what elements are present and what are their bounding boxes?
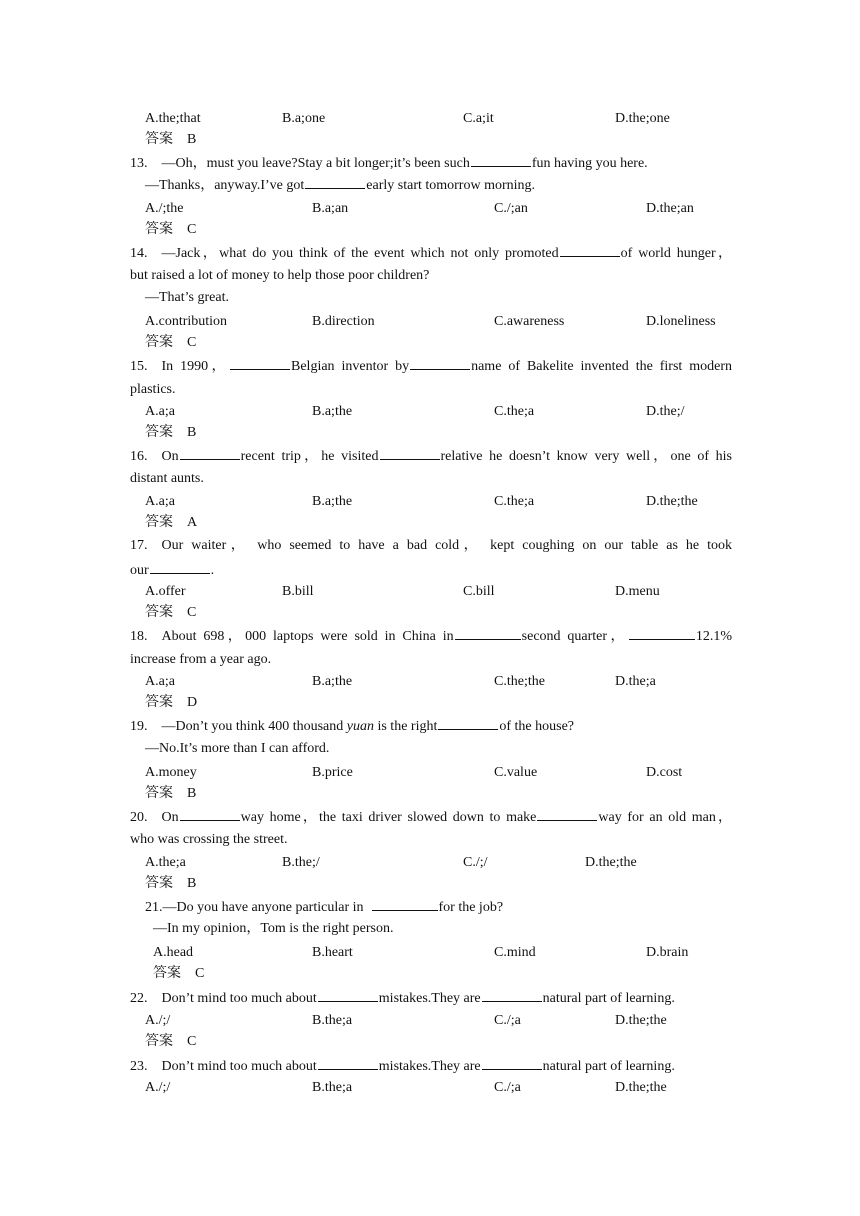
- question-stem-line-2: [130, 561, 214, 580]
- question-number: 23.: [130, 1059, 148, 1074]
- option-c: C.the;a: [494, 494, 535, 509]
- option-d: D.menu: [615, 584, 660, 599]
- question-stem: [130, 1057, 675, 1076]
- question-stem-line-2: —In my opinion，Tom is the right person.: [153, 921, 394, 936]
- answer-line: [145, 604, 196, 622]
- answer-blank: [537, 808, 597, 821]
- answer-line: [145, 424, 196, 442]
- option-d: D.cost: [646, 765, 683, 780]
- question-number: 14.: [130, 246, 148, 261]
- option-a: A.a;a: [145, 404, 175, 419]
- answer-blank: [150, 561, 210, 574]
- answer-value: B: [187, 425, 197, 440]
- answer-label: 答案: [145, 222, 173, 237]
- stem-text: Belgian inventor by: [291, 359, 410, 374]
- option-b: B.the;a: [312, 1013, 353, 1028]
- answer-blank: [629, 627, 695, 640]
- stem-text: of world hunger，: [620, 246, 732, 261]
- stem-text: recent trip，he visited: [240, 449, 379, 464]
- stem-text: fun having you here.: [531, 156, 648, 171]
- answer-line: [145, 334, 196, 352]
- stem-text: for the job?: [438, 900, 504, 915]
- answer-value: C: [187, 1034, 197, 1049]
- answer-value: C: [195, 966, 205, 981]
- answer-blank: [230, 357, 290, 370]
- stem-text: mistakes.They are: [378, 991, 481, 1006]
- answer-blank: [482, 989, 542, 1002]
- stem-italic-text: yuan: [346, 719, 374, 734]
- option-d: D.the;/: [646, 404, 685, 419]
- stem-text: natural part of learning.: [542, 1059, 675, 1074]
- stem-text: early start tomorrow morning.: [366, 178, 536, 193]
- option-d: D.the;the: [615, 1013, 667, 1028]
- question-stem: [130, 717, 574, 736]
- answer-blank: [318, 1057, 378, 1070]
- option-c: C.value: [494, 765, 538, 780]
- answer-line: [145, 514, 197, 532]
- option-a: A./;the: [145, 201, 184, 216]
- stem-text: Don’t mind too much about: [161, 1059, 317, 1074]
- question-stem-line-2: increase from a year ago.: [130, 652, 272, 667]
- answer-label: 答案: [145, 695, 173, 710]
- stem-text: mistakes.They are: [378, 1059, 481, 1074]
- option-a: A.the;a: [145, 855, 186, 870]
- option-a: A.money: [145, 765, 197, 780]
- question-stem: [130, 357, 732, 376]
- answer-blank: [180, 447, 240, 460]
- answer-blank: [560, 244, 620, 257]
- stem-text: our: [130, 563, 149, 578]
- stem-text: name of Bakelite invented the first modern: [471, 359, 733, 374]
- answer-label: 答案: [145, 335, 173, 350]
- answer-line: [145, 875, 196, 893]
- stem-text: is the right: [377, 719, 438, 734]
- answer-label: 答案: [153, 966, 181, 981]
- option-d: D.the;the: [646, 494, 698, 509]
- question-number: 22.: [130, 991, 148, 1006]
- answer-label: 答案: [145, 876, 173, 891]
- stem-text: In 1990，: [161, 359, 229, 374]
- answer-blank: [410, 357, 470, 370]
- answer-label: 答案: [145, 786, 173, 801]
- option-c: C./;a: [494, 1013, 521, 1028]
- answer-label: 答案: [145, 515, 173, 530]
- stem-text: second quarter，: [521, 629, 628, 644]
- option-d: D.the;an: [646, 201, 694, 216]
- question-stem: [130, 244, 732, 263]
- option-b: B.bill: [282, 584, 314, 599]
- stem-text: way for an old man，: [598, 810, 733, 825]
- question-stem: [130, 808, 732, 827]
- question-stem-line-3: —That’s great.: [145, 290, 229, 305]
- answer-line: [145, 131, 196, 149]
- stem-text: .: [210, 563, 215, 578]
- option-b: B.a;the: [312, 404, 353, 419]
- question-stem: [130, 627, 732, 646]
- question-stem-line-2: [145, 176, 535, 195]
- option-b: B.direction: [312, 314, 375, 329]
- question-number: 18.: [130, 629, 148, 644]
- answer-value: C: [187, 605, 197, 620]
- question-stem: [130, 154, 648, 173]
- answer-blank: [372, 898, 438, 911]
- option-c: C./;an: [494, 201, 528, 216]
- answer-blank: [482, 1057, 542, 1070]
- stem-text: way home，the taxi driver slowed down to make: [240, 810, 537, 825]
- stem-text: —Thanks，anyway.I’ve got: [145, 178, 305, 193]
- question-number: 19.: [130, 719, 148, 734]
- option-c: C.bill: [463, 584, 495, 599]
- answer-line: [145, 1033, 196, 1051]
- option-a: A./;/: [145, 1013, 171, 1028]
- answer-value: C: [187, 335, 197, 350]
- option-c: C.mind: [494, 945, 536, 960]
- answer-label: 答案: [145, 132, 173, 147]
- answer-line: [145, 785, 196, 803]
- option-a: A.offer: [145, 584, 186, 599]
- answer-value: B: [187, 132, 197, 147]
- stem-text: About 698，000 laptops were sold in China in: [161, 629, 454, 644]
- answer-blank: [380, 447, 440, 460]
- stem-text: —Jack，what do you think of the event which not only promoted: [161, 246, 559, 261]
- question-stem-line-2: plastics.: [130, 382, 176, 397]
- answer-label: 答案: [145, 1034, 173, 1049]
- option-a: A.a;a: [145, 674, 175, 689]
- stem-text: —Oh，must you leave?Stay a bit longer;it’s been such: [161, 156, 470, 171]
- answer-blank: [471, 154, 531, 167]
- option-c: C.the;the: [494, 674, 545, 689]
- option-a: A.a;a: [145, 494, 175, 509]
- answer-value: B: [187, 786, 197, 801]
- option-a: A.the;that: [145, 111, 201, 126]
- option-d: D.brain: [646, 945, 689, 960]
- answer-line: [145, 221, 196, 239]
- option-d: D.the;the: [615, 1080, 667, 1095]
- option-a: A./;/: [145, 1080, 171, 1095]
- option-b: B.the;/: [282, 855, 320, 870]
- option-b: B.a;the: [312, 674, 353, 689]
- stem-text: natural part of learning.: [542, 991, 675, 1006]
- question-number: 17.: [130, 538, 148, 553]
- question-stem: [130, 989, 675, 1008]
- stem-text: Our waiter， who seemed to have a bad cold， kept coughing on our table as he took: [161, 538, 732, 553]
- option-b: B.heart: [312, 945, 353, 960]
- answer-value: B: [187, 876, 197, 891]
- answer-blank: [318, 989, 378, 1002]
- option-c: C.awareness: [494, 314, 565, 329]
- stem-text: —Don’t you think 400 thousand: [161, 719, 344, 734]
- question-stem-line-2: distant aunts.: [130, 471, 204, 486]
- option-a: A.contribution: [145, 314, 228, 329]
- option-b: B.the;a: [312, 1080, 353, 1095]
- question-stem: [145, 898, 503, 917]
- option-c: C./;/: [463, 855, 488, 870]
- stem-text: of the house?: [499, 719, 575, 734]
- question-number: 15.: [130, 359, 148, 374]
- answer-value: D: [187, 695, 198, 710]
- option-a: A.head: [153, 945, 194, 960]
- answer-label: 答案: [145, 425, 173, 440]
- option-b: B.a;the: [312, 494, 353, 509]
- question-number: 16.: [130, 449, 148, 464]
- option-d: D.loneliness: [646, 314, 716, 329]
- question-stem-line-2: but raised a lot of money to help those poor children?: [130, 268, 430, 283]
- answer-value: A: [187, 515, 198, 530]
- option-d: D.the;a: [615, 674, 656, 689]
- question-stem: [130, 447, 732, 466]
- option-c: C.the;a: [494, 404, 535, 419]
- answer-blank: [438, 717, 498, 730]
- answer-blank: [180, 808, 240, 821]
- question-stem-line-2: —No.It’s more than I can afford.: [145, 741, 330, 756]
- answer-line: [153, 965, 204, 983]
- stem-text: Don’t mind too much about: [161, 991, 317, 1006]
- option-d: D.the;the: [585, 855, 637, 870]
- option-b: B.a;an: [312, 201, 349, 216]
- question-number: 13.: [130, 156, 148, 171]
- option-c: C.a;it: [463, 111, 494, 126]
- stem-text: On: [161, 810, 179, 825]
- option-c: C./;a: [494, 1080, 521, 1095]
- question-stem-line-2: who was crossing the street.: [130, 832, 288, 847]
- answer-blank: [455, 627, 521, 640]
- option-d: D.the;one: [615, 111, 670, 126]
- answer-line: [145, 694, 197, 712]
- answer-value: C: [187, 222, 197, 237]
- question-stem: [130, 537, 732, 555]
- answer-label: 答案: [145, 605, 173, 620]
- answer-blank: [305, 176, 365, 189]
- stem-text: relative he doesn’t know very well，one of his: [440, 449, 732, 464]
- stem-text: 12.1%: [695, 629, 732, 644]
- stem-text: On: [161, 449, 179, 464]
- option-b: B.price: [312, 765, 353, 780]
- question-number: 20.: [130, 810, 148, 825]
- option-b: B.a;one: [282, 111, 326, 126]
- stem-text: 21.—Do you have anyone particular in: [145, 900, 364, 915]
